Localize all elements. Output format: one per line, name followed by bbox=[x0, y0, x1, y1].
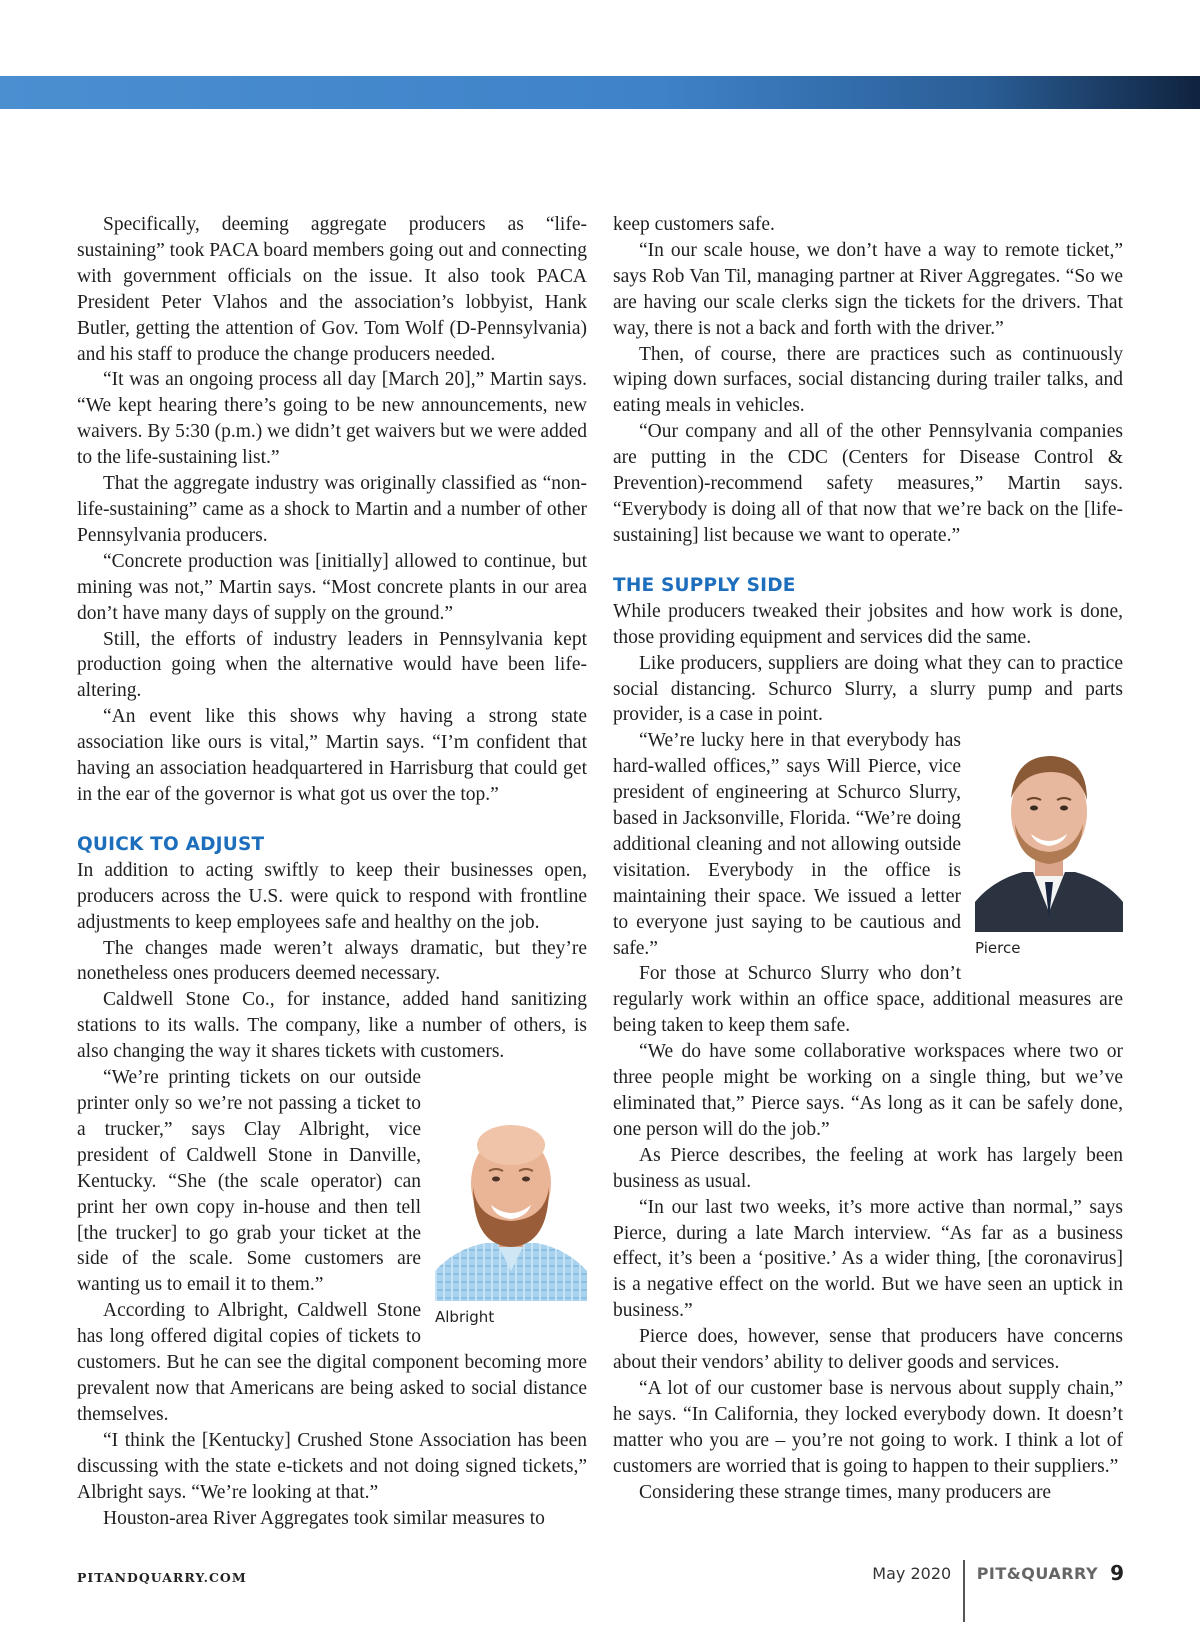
paragraph: “In our last two weeks, it’s more active than normal,” says Pierce, during a late March interview. “As far as a business effect, it’s been a ‘positive.’ As a wider thing, [the coronavirus] is a negative effect on the world. But we have seen an uptick in business.” bbox=[613, 1196, 1123, 1322]
footer-magazine-name: PIT&QUARRY bbox=[976, 1564, 1099, 1583]
paragraph: Caldwell Stone Co., for instance, added hand sanitizing stations to its walls. The company, like a number of others, is also changing the way it shares tickets with customers. bbox=[77, 989, 587, 1063]
paragraph: “It was an ongoing process all day [March 20],” Martin says. “We kept hearing there’s going to be new announcements, new waivers. By 5:30 (p.m.) we didn’t get waivers but we were added to the life-sustaining list.” bbox=[77, 369, 587, 469]
footer-website: PITANDQUARRY.COM bbox=[77, 1570, 247, 1585]
paragraph: As Pierce describes, the feeling at work has largely been business as usual. bbox=[613, 1144, 1123, 1192]
section-heading-quick-to-adjust: QUICK TO ADJUST bbox=[77, 833, 265, 855]
paragraph: keep customers safe. bbox=[613, 214, 775, 235]
article-column-right bbox=[613, 212, 1123, 1506]
paragraph: The changes made weren’t always dramatic, but they’re nonetheless ones producers deemed necessary. bbox=[77, 937, 587, 985]
footer-folio bbox=[872, 1560, 1124, 1604]
paragraph: Houston-area River Aggregates took similar measures to bbox=[103, 1507, 545, 1529]
paragraph: While producers tweaked their jobsites and how work is done, those providing equipment and services did the same. bbox=[613, 600, 1123, 648]
pierce-portrait-photo bbox=[975, 742, 1123, 932]
photo-caption-albright: Albright bbox=[435, 1308, 495, 1327]
paragraph: In addition to acting swiftly to keep their businesses open, producers across the U.S. were quick to respond with frontline adjustments to keep employees safe and healthy on the job. bbox=[77, 859, 587, 933]
footer-issue-date: May 2020 bbox=[872, 1564, 952, 1583]
paragraph: Pierce does, however, sense that producers have concerns about their vendors’ ability to deliver goods and services. bbox=[613, 1326, 1123, 1374]
pierce-photo-figure bbox=[975, 742, 1123, 958]
section-heading-the-supply-side: THE SUPPLY SIDE bbox=[613, 574, 796, 596]
paragraph: “We’re lucky here in that everybody has hard-walled offices,” says Will Pierce, vice president of engineering at Schurco Slurry, based in Jacksonville, Florida. “We’re doing additional cleaning and not allowing outside visitation. Everybody in the office is maintaining their space. We issued a letter to everyone just saying to be cautious and safe.” bbox=[613, 730, 961, 959]
paragraph: “In our scale house, we don’t have a way to remote ticket,” says Rob Van Til, managing partner at River Aggregates. “So we are having our scale clerks sign the tickets for the drivers. That way, there is not a back and forth with the driver.” bbox=[613, 239, 1123, 339]
paragraph: That the aggregate industry was originally classified as “non-life-sustaining” came as a shock to Martin and a number of other Pennsylvania producers. bbox=[77, 473, 587, 546]
header-color-bar bbox=[0, 76, 1200, 109]
paragraph: “We’re printing tickets on our outside printer only so we’re not passing a ticket to a trucker,” says Clay Albright, vice president of Caldwell Stone in Danville, Kentucky. “She (the scale operator) can print her own copy in-house and then tell [the trucker] to go grab your ticket at the side of the scale. Some customers are wanting us to email it to them.” bbox=[77, 1067, 421, 1296]
paragraph: For those at Schurco Slurry who don’t regularly work within an office space, additional measures are being taken to keep them safe. bbox=[613, 963, 1123, 1037]
paragraph: Still, the efforts of industry leaders in Pennsylvania kept production going when the alternative would have been life-altering. bbox=[77, 628, 587, 702]
page-number: 9 bbox=[1110, 1561, 1124, 1585]
albright-photo-figure bbox=[435, 1121, 587, 1327]
paragraph: According to Albright, Caldwell Stone has long offered digital copies of tickets to customers. But he can see the digital component becoming more prevalent now that Americans are being asked to social distance themselves. bbox=[77, 1300, 587, 1425]
photo-caption-pierce: Pierce bbox=[975, 939, 1021, 958]
paragraph: “I think the [Kentucky] Crushed Stone Association has been discussing with the state e-tickets and not doing signed tickets,” Albright says. “We’re looking at that.” bbox=[77, 1429, 587, 1503]
footer-divider bbox=[963, 1560, 965, 1622]
albright-portrait-photo bbox=[435, 1121, 587, 1301]
paragraph: “We do have some collaborative workspaces where two or three people might be working on a single thing, but we’ve eliminated that,” Pierce says. “As long as it can be safely done, one person will do the job.” bbox=[613, 1041, 1123, 1140]
paragraph: “An event like this shows why having a strong state association like ours is vital,” Martin says. “I’m confident that having an association headquartered in Harrisburg that could get in the ear of the governor is what got us over the top.” bbox=[77, 706, 587, 805]
paragraph: Specifically, deeming aggregate producers as “life-sustaining” took PACA board members going out and connecting with government officials on the issue. It also took PACA President Peter Vlahos and the association’s lobbyist, Hank Butler, getting the attention of Gov. Tom Wolf (D-Pennsylvania) and his staff to produce the change producers needed. bbox=[77, 214, 587, 365]
paragraph: Then, of course, there are practices such as continuously wiping down surfaces, social distancing during trailer talks, and eating meals in vehicles. bbox=[613, 343, 1123, 417]
paragraph: Like producers, suppliers are doing what they can to practice social distancing. Schurco Slurry, a slurry pump and parts provider, is a case in point. bbox=[613, 652, 1123, 726]
paragraph: Considering these strange times, many producers are bbox=[639, 1481, 1052, 1503]
paragraph: “Concrete production was [initially] allowed to continue, but mining was not,” Martin says. “Most concrete plants in our area don’t have many days of supply on the ground.” bbox=[77, 550, 587, 624]
paragraph: “Our company and all of the other Pennsylvania companies are putting in the CDC (Centers for Disease Control & Prevention)-recommend safety measures,” Martin says. “Everybody is doing all of that now that we’re back on the [life-sustaining] list because we want to operate.” bbox=[613, 421, 1123, 546]
article-column-left bbox=[77, 212, 587, 1531]
paragraph: “A lot of our customer base is nervous about supply chain,” he says. “In California, they locked everybody down. It doesn’t matter who you are – you’re not going to work. I think a lot of customers are worried that is going to happen to their suppliers.” bbox=[613, 1377, 1123, 1477]
